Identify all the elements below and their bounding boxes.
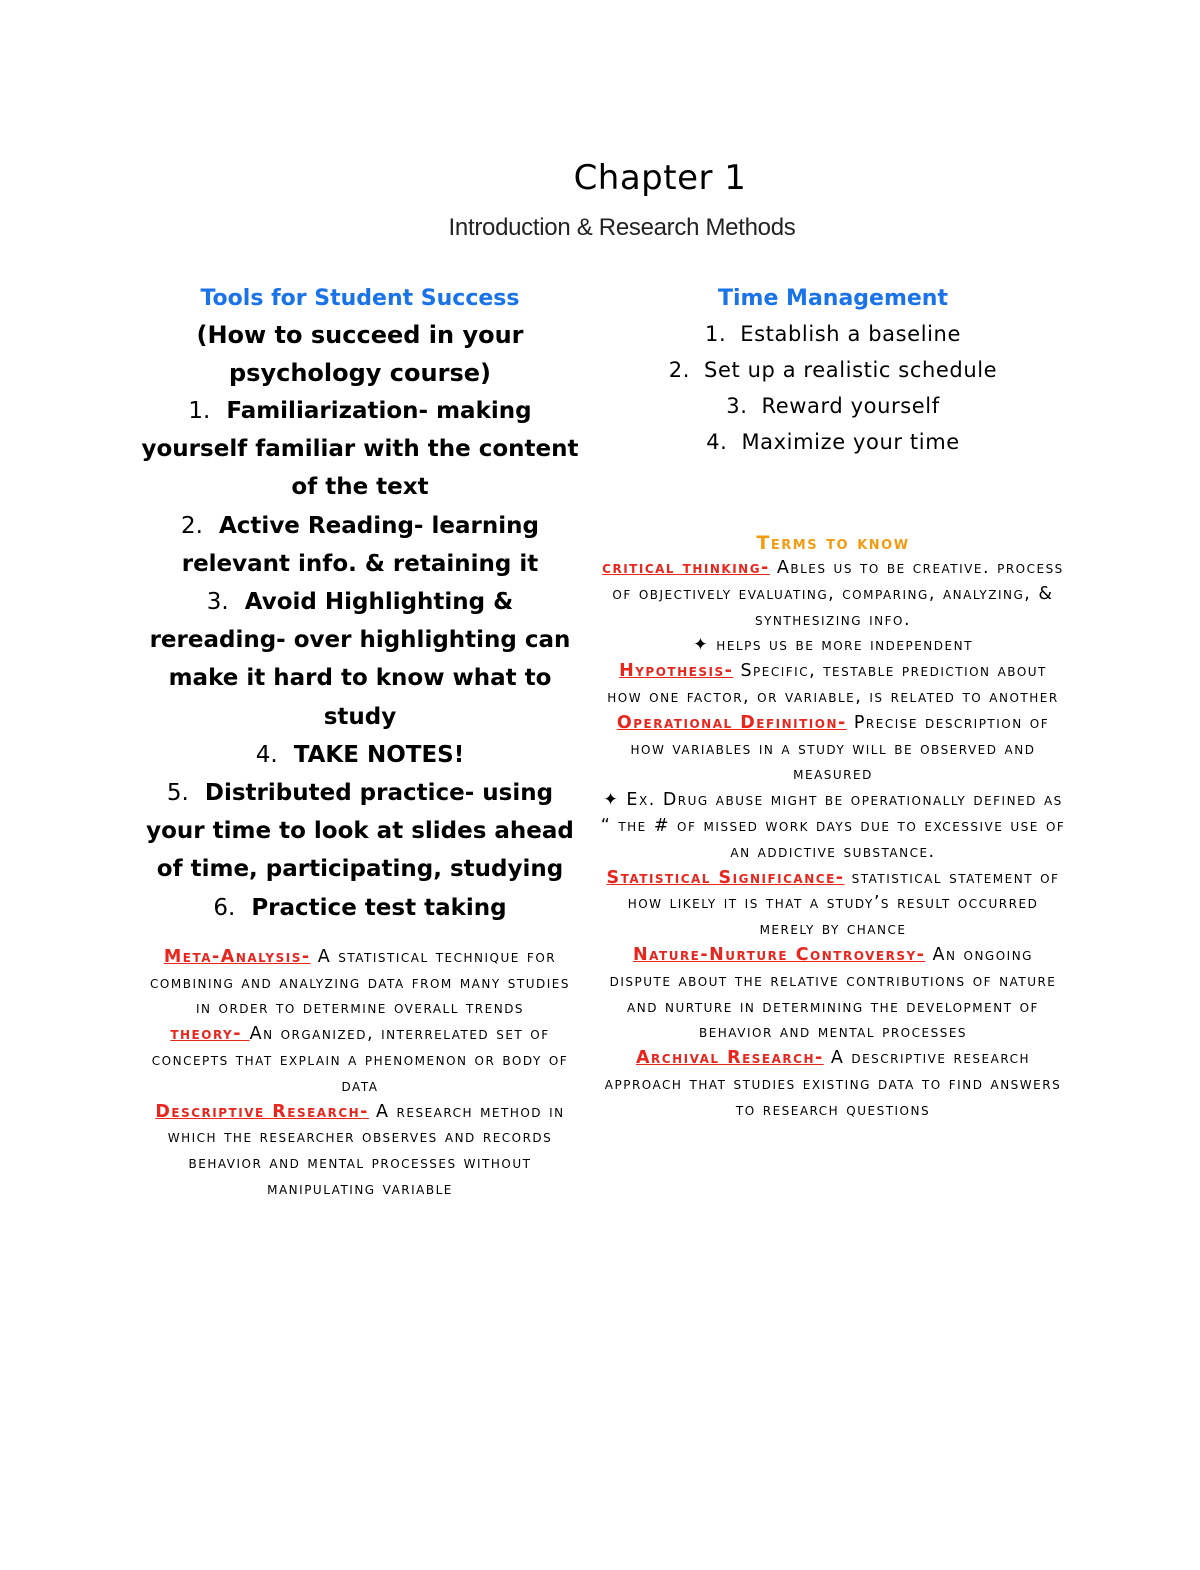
list-text: Distributed practice- using your time to look at slides ahead of time, participating, studying (146, 780, 574, 883)
definition-text: An ongoing dispute about the relative contributions of nature and nurture in determining the development of behavior and mental processes (609, 944, 1057, 1043)
definition (600, 659, 1066, 711)
list-text: Reward yourself (761, 394, 940, 418)
list-number: 3. (726, 394, 748, 418)
page-subtitle: Introduction & Research Methods (448, 214, 796, 241)
definition (600, 1046, 1066, 1123)
list-text: Establish a baseline (740, 322, 961, 346)
definition-text: Precise description of how variables in a study will be observed and measured (630, 712, 1050, 785)
left-definitions (140, 945, 580, 1203)
definition-term: theory- (170, 1024, 250, 1045)
terms-heading: Terms to know (756, 532, 910, 554)
list-text: Maximize your time (741, 430, 960, 454)
list-number: 1. (188, 398, 211, 424)
definition-text: ✦ helps us be more independent (693, 635, 973, 656)
list-item (140, 507, 580, 583)
time-management-list (600, 316, 1066, 460)
list-item (600, 316, 1066, 352)
definition-term: Hypothesis- (619, 661, 734, 682)
definition-term: Meta-Analysis- (163, 946, 311, 967)
definition-term: Archival Research- (636, 1048, 824, 1069)
list-text: TAKE NOTES! (293, 741, 465, 768)
definition-text: A descriptive research approach that studies existing data to find answers to research questions (604, 1048, 1062, 1120)
list-number: 5. (166, 780, 189, 807)
list-text: Practice test taking (251, 894, 507, 921)
student-success-heading: Tools for Student Success (200, 286, 520, 311)
definition (140, 1022, 580, 1099)
definition (600, 943, 1066, 1046)
definition (140, 1100, 580, 1203)
list-number: 2. (181, 512, 203, 539)
definition-text: An organized, interrelated set of concepts that explain a phenomenon or body of data (151, 1024, 569, 1096)
left-column (140, 282, 580, 1203)
definition-bullet (600, 788, 1066, 865)
definition (600, 711, 1066, 788)
list-item (140, 392, 580, 507)
list-text: Set up a realistic schedule (704, 358, 998, 382)
list-item (140, 889, 580, 927)
time-management-heading: Time Management (718, 286, 948, 311)
definition-term: critical thinking- (602, 558, 770, 578)
definition-term: Nature-Nurture Controversy- (633, 944, 926, 965)
definition (600, 556, 1066, 633)
list-item (140, 583, 580, 736)
list-text: Familiarization- making yourself familiar with the content of the text (141, 398, 579, 501)
definition-text: Specific, testable prediction about how one factor, or variable, is related to another (607, 661, 1059, 707)
list-number: 2. (668, 358, 691, 382)
list-text: Avoid Highlighting & rereading- over highlighting can make it hard to know what to study (149, 589, 571, 730)
definition-text: A research method in which the researcher observes and records behavior and mental processes without manipulating variable (167, 1101, 565, 1200)
definition-text: statistical statement of how likely it is that a study’s result occurred merely by chance (627, 867, 1060, 940)
list-item (600, 352, 1066, 388)
right-definitions (600, 556, 1066, 1124)
list-item (140, 774, 580, 889)
success-tips-list (140, 392, 580, 927)
list-item (600, 424, 1066, 460)
definition-term: Statistical Significance- (606, 867, 845, 888)
definition (600, 866, 1066, 943)
definition-text: ✦ Ex. Drug abuse might be operationally defined as “ the # of missed work days due to excessive use of an addictive substance. (600, 790, 1066, 862)
definition-bullet (600, 633, 1066, 659)
definition (140, 945, 580, 1022)
list-text: Active Reading- learning relevant info. & retaining it (181, 512, 539, 577)
list-number: 1. (705, 322, 727, 346)
list-number: 6. (213, 894, 236, 921)
right-column (600, 282, 1066, 1124)
definition-term: Descriptive Research- (155, 1101, 369, 1122)
list-number: 3. (206, 589, 229, 616)
list-item (600, 388, 1066, 424)
definition-text: Ables us to be creative. process of objectively evaluating, comparing, analyzing, & synthesizing info. (612, 558, 1064, 630)
definition-term: Operational Definition- (616, 712, 847, 733)
student-success-intro: (How to succeed in your psychology course) (196, 321, 524, 387)
page-title: Chapter 1 (573, 158, 747, 198)
list-number: 4. (255, 741, 278, 768)
list-item (140, 736, 580, 774)
list-number: 4. (706, 430, 728, 454)
definition-text: A statistical technique for combining and analyzing data from many studies in order to determine overall trends (150, 946, 570, 1019)
